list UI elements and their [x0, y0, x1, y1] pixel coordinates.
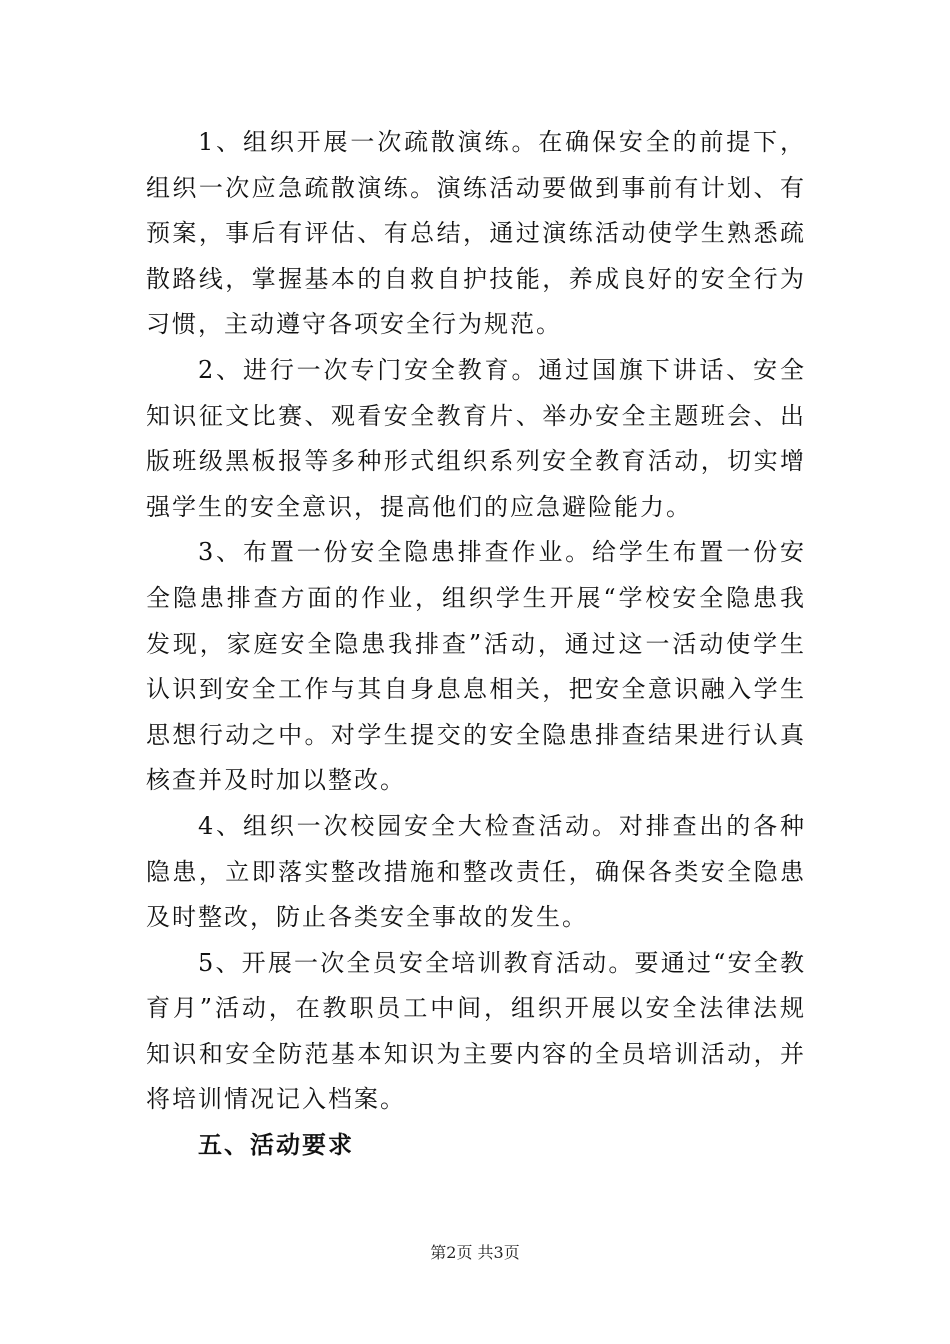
- paragraph-item-3: 3、布置一份安全隐患排查作业。给学生布置一份安全隐患排查方面的作业，组织学生开展“学校安全隐患我发现，家庭安全隐患我排查”活动，通过这一活动使学生认识到安全工作与其自身息息相关，把安全意识融入学生思想行动之中。对学生提交的安全隐患排查结果进行认真核查并及时加以整改。: [146, 538, 806, 795]
- paragraph-item-1: 1、组织开展一次疏散演练。在确保安全的前提下，组织一次应急疏散演练。演练活动要做到事前有计划、有预案，事后有评估、有总结，通过演练活动使学生熟悉疏散路线，掌握基本的自救自护技能，养成良好的安全行为习惯，主动遵守各项安全行为规范。: [146, 128, 806, 339]
- document-body: [146, 120, 806, 1169]
- paragraph-item-4: 4、组织一次校园安全大检查活动。对排查出的各种隐患，立即落实整改措施和整改责任，确保各类安全隐患及时整改，防止各类安全事故的发生。: [146, 811, 806, 932]
- page-number: 第2页: [430, 1243, 473, 1262]
- page-total: 共3页: [477, 1243, 520, 1262]
- paragraph-item-2: 2、进行一次专门安全教育。通过国旗下讲话、安全知识征文比赛、观看安全教育片、举办安全主题班会、出版班级黑板报等多种形式组织系列安全教育活动，切实增强学生的安全意识，提高他们的应急避险能力。: [146, 355, 806, 521]
- paragraph-item-5: 5、开展一次全员安全培训教育活动。要通过“安全教育月”活动，在教职员工中间，组织开展以安全法律法规知识和安全防范基本知识为主要内容的全员培训活动，并将培训情况记入档案。: [146, 948, 806, 1114]
- page-footer: [0, 1240, 950, 1263]
- section-heading: 五、活动要求: [198, 1131, 354, 1160]
